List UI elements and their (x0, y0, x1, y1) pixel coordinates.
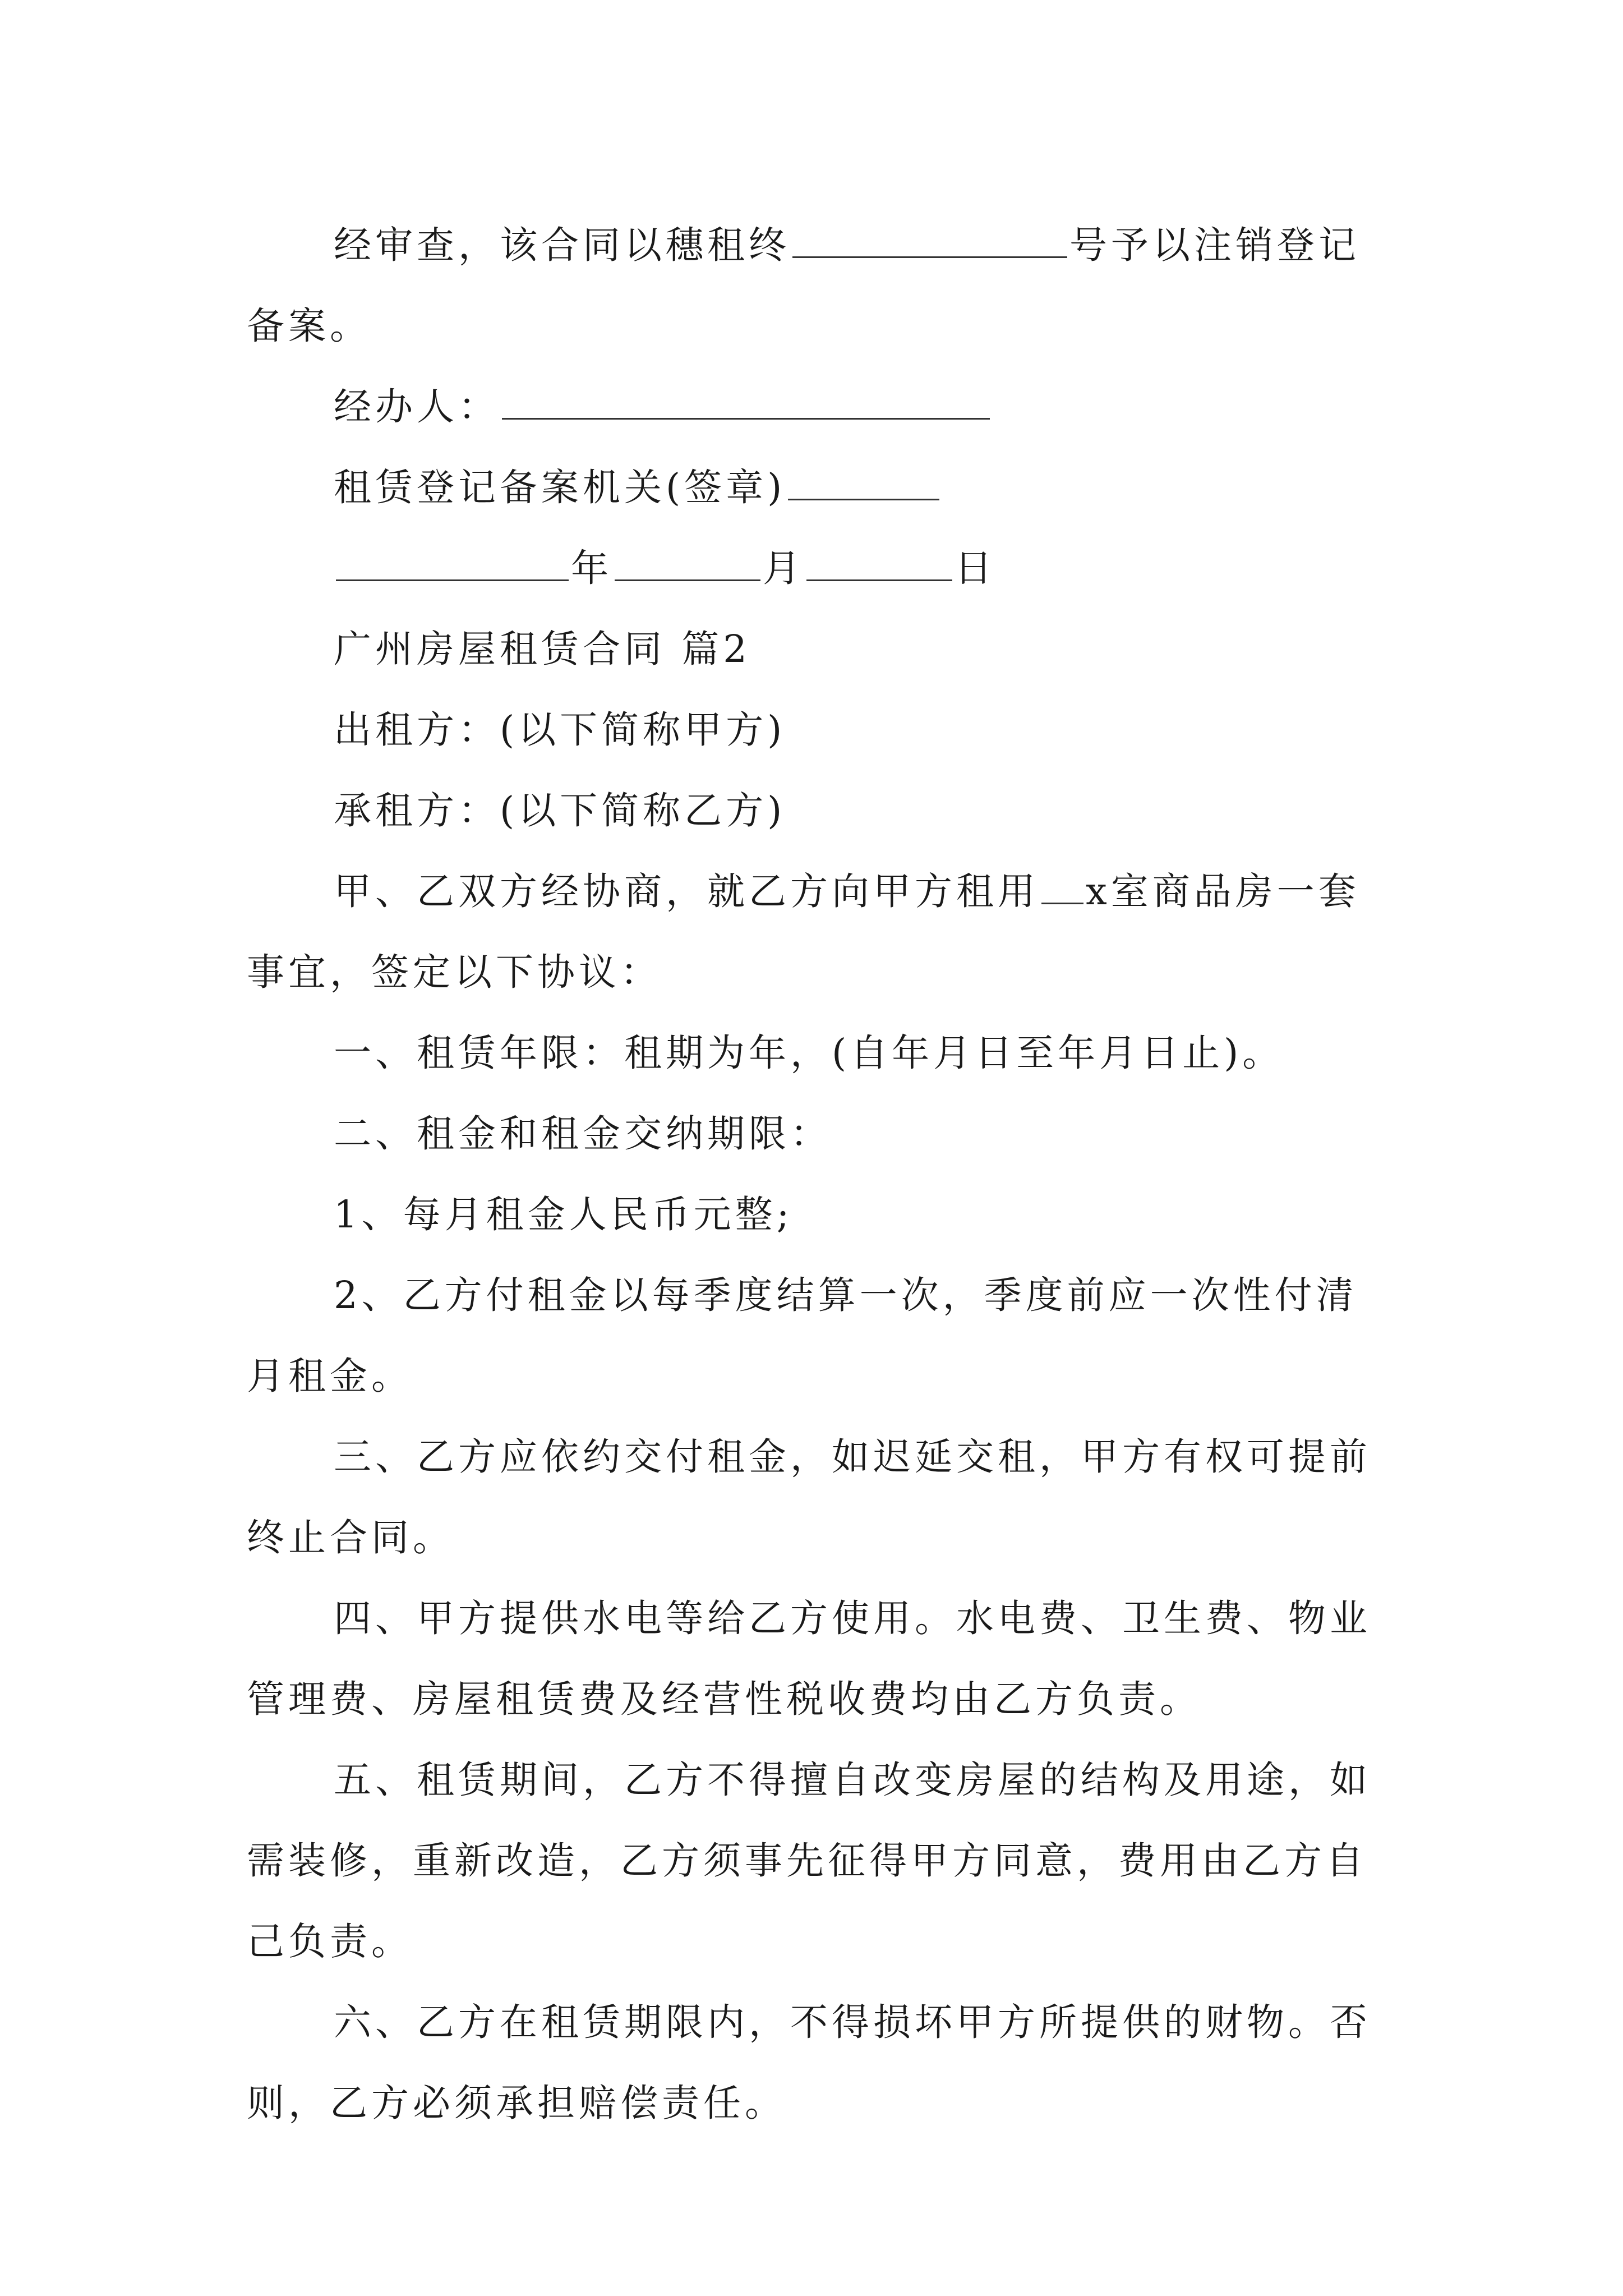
clause-rent-heading: 二、租金和租金交纳期限： (334, 1112, 832, 1156)
intro-paragraph (247, 851, 1380, 1013)
clause-payment-schedule: 2、乙方付租金以每季度结算一次，季度前应一次性付清月租金。 (247, 1273, 1358, 1398)
authority-seal-blank (788, 465, 939, 500)
room-blank (1041, 869, 1083, 904)
review-text-start: 经审查，该合同以穗租终 (334, 223, 790, 267)
clause-lease-term: 一、租赁年限：租期为年，(自年月日至年月日止)。 (334, 1031, 1284, 1075)
lessor-line: 出租方：(以下简称甲方) (334, 708, 786, 752)
review-text-end: 号予以注销登记备案。 (247, 223, 1360, 348)
month-blank (615, 546, 760, 581)
handler-label: 经办人： (334, 385, 500, 429)
clause-utilities: 四、甲方提供水电等给乙方使用。水电费、卫生费、物业管理费、房屋租赁费及经营性税收费均由乙方负责。 (247, 1596, 1371, 1721)
date-line (247, 528, 1380, 609)
review-paragraph (247, 205, 1380, 366)
intro-text-start: 甲、乙双方经协商，就乙方向甲方租用 (334, 869, 1039, 913)
clause-renovation: 五、租赁期间，乙方不得擅自改变房屋的结构及用途，如需装修，重新改造，乙方须事先征得甲方同意，费用由乙方自己负责。 (247, 1758, 1371, 1963)
document-body (247, 205, 1380, 2143)
lessee-line: 承租方：(以下简称乙方) (334, 789, 786, 832)
handler-line (247, 366, 1380, 447)
handler-blank (502, 384, 990, 420)
day-label: 日 (955, 546, 996, 590)
clause-damage: 六、乙方在租赁期限内，不得损坏甲方所提供的财物。否则，乙方必须承担赔偿责任。 (247, 2000, 1371, 2125)
clause-monthly-rent: 1、每月租金人民币元整; (334, 1193, 794, 1236)
contract-title: 广州房屋租赁合同 篇2 (334, 627, 751, 671)
registration-number-blank (792, 223, 1067, 258)
year-blank (336, 546, 569, 581)
day-blank (806, 546, 952, 581)
intro-text-end: x室商品房一套事宜，签定以下协议： (247, 869, 1360, 994)
authority-line (247, 447, 1380, 528)
month-label: 月 (763, 546, 804, 590)
year-label: 年 (571, 546, 612, 590)
authority-label: 租赁登记备案机关(签章) (334, 466, 786, 509)
clause-late-payment: 三、乙方应依约交付租金，如迟延交租，甲方有权可提前终止合同。 (247, 1435, 1371, 1559)
